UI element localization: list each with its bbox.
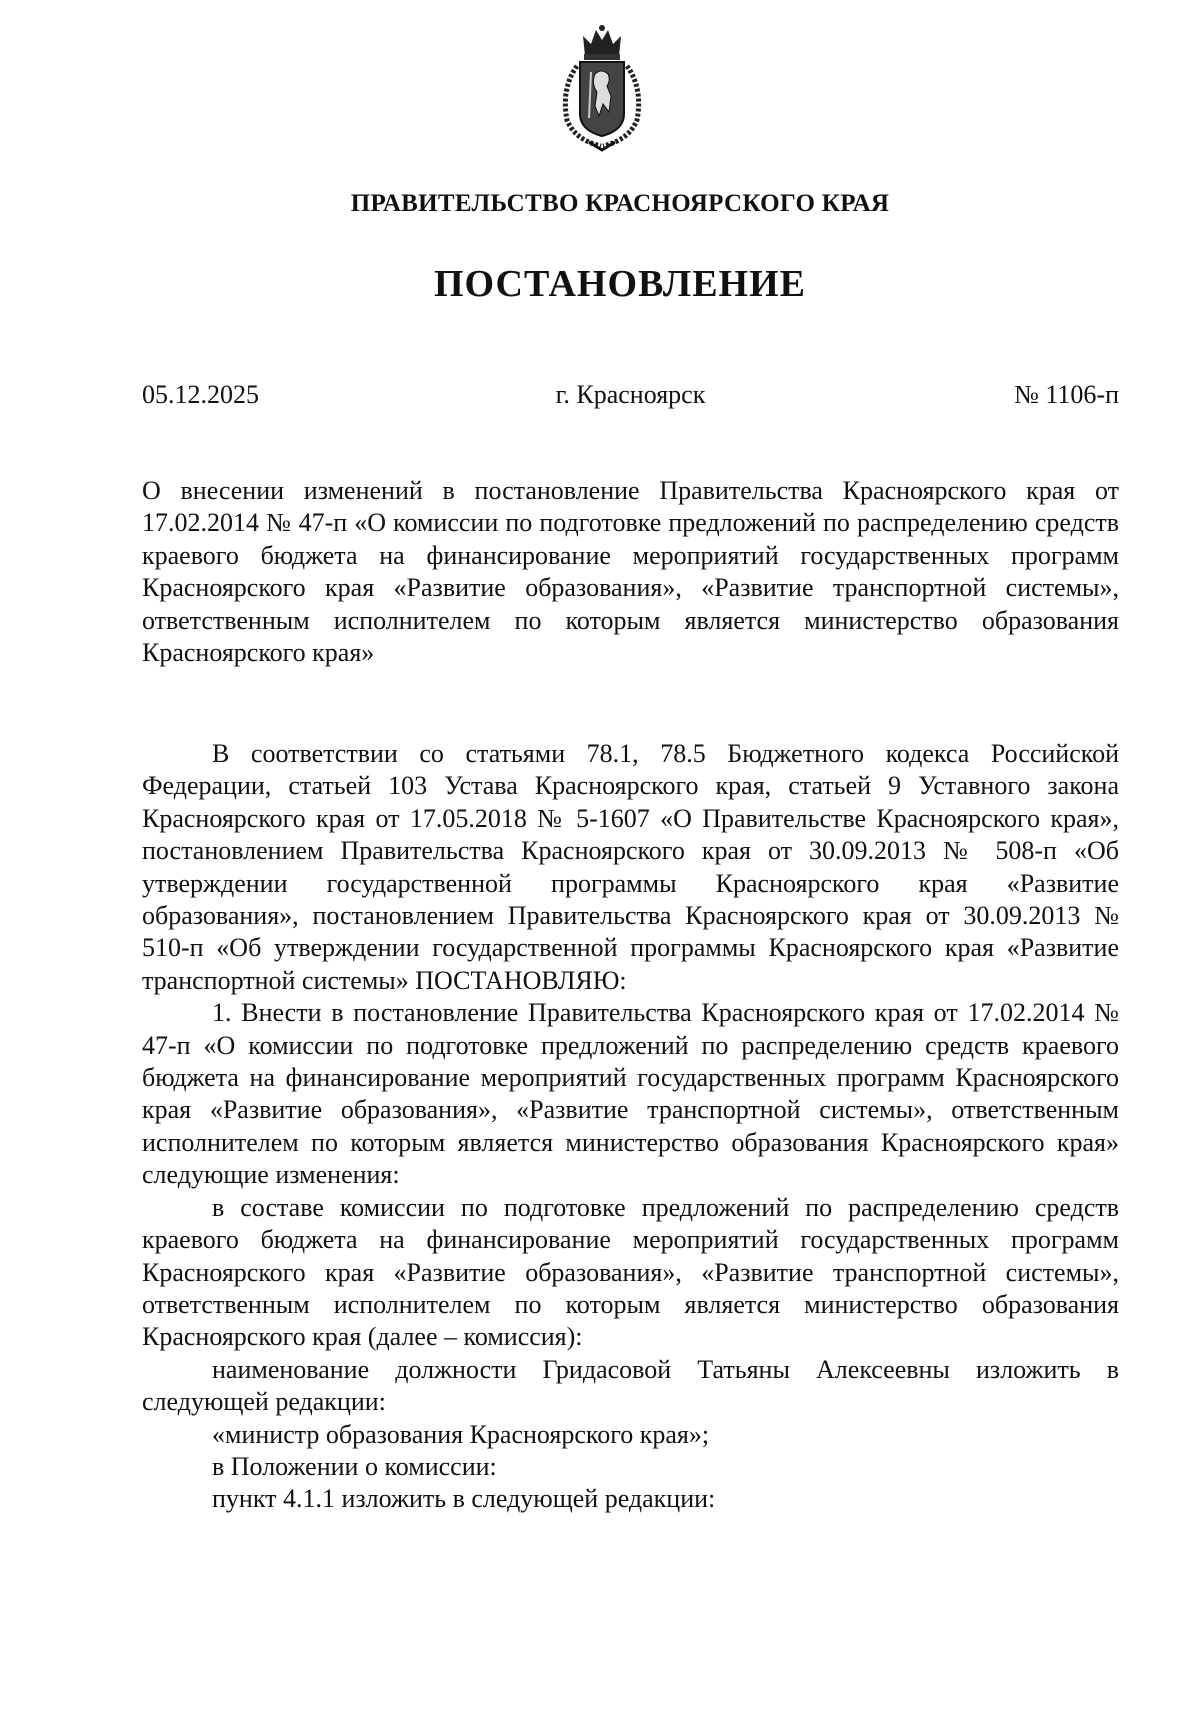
body-paragraph: пункт 4.1.1 изложить в следующей редакции: bbox=[212, 1484, 716, 1514]
body-paragraph: наименование должности Гридасовой Татьяны Алексеевны изложить в следующей редакции: bbox=[142, 1354, 1119, 1417]
document-subject: О внесении изменений в постановление Правительства Красноярского края от 17.02.2014 № 47-п «О комиссии по подготовке предложений по распределению средств краевого бюджета на финансирование мероприятий государственных программ Красноярского края «Развитие образования», «Развитие транспортной системы», ответственным исполнителем по которым является министерство образования Красноярского края» bbox=[142, 476, 1119, 668]
document-city: г. Красноярск bbox=[555, 380, 706, 409]
document-type-title: ПОСТАНОВЛЕНИЕ bbox=[433, 263, 807, 305]
body-paragraph: в составе комиссии по подготовке предложений по распределению средств краевого бюджета на финансирование мероприятий государственных программ Красноярского края «Развитие образования», «Развитие транспортной системы», ответственным исполнителем по которым является министерство образования Красноярского края (далее – комиссия): bbox=[142, 1192, 1119, 1352]
body-paragraph: в Положении о комиссии: bbox=[212, 1451, 497, 1481]
krasnoyarsk-coat-of-arms-icon bbox=[555, 22, 650, 152]
document-body bbox=[142, 738, 1119, 1516]
body-paragraph: В соответствии со статьями 78.1, 78.5 Бюджетного кодекса Российской Федерации, статьей 103 Устава Красноярского края, статьей 9 Уставного закона Красноярского края от 17.05.2018 № 5-1607 «О Правительстве Красноярского края», постановлением Правительства Красноярского края от 30.09.2013 № 508-п «Об утверждении государственной программы Красноярского края «Развитие образования», постановлением Правительства Красноярского края от 30.09.2013 № 510-п «Об утверждении государственной программы Красноярского края «Развитие транспортной системы» ПОСТАНОВЛЯЮ: bbox=[142, 739, 1119, 995]
body-paragraph: «министр образования Красноярского края»; bbox=[212, 1419, 710, 1449]
document-number: № 1106-п bbox=[1014, 380, 1119, 409]
body-paragraph: 1. Внести в постановление Правительства Красноярского края от 17.02.2014 № 47-п «О комиссии по подготовке предложений по распределению средств краевого бюджета на финансирование мероприятий государственных программ Красноярского края «Развитие образования», «Развитие транспортной системы», ответственным исполнителем по которым является министерство образования Красноярского края» следующие изменения: bbox=[142, 998, 1119, 1190]
document-meta-row bbox=[142, 380, 1119, 420]
document-date: 05.12.2025 bbox=[142, 380, 259, 409]
government-title: ПРАВИТЕЛЬСТВО КРАСНОЯРСКОГО КРАЯ bbox=[350, 190, 890, 217]
